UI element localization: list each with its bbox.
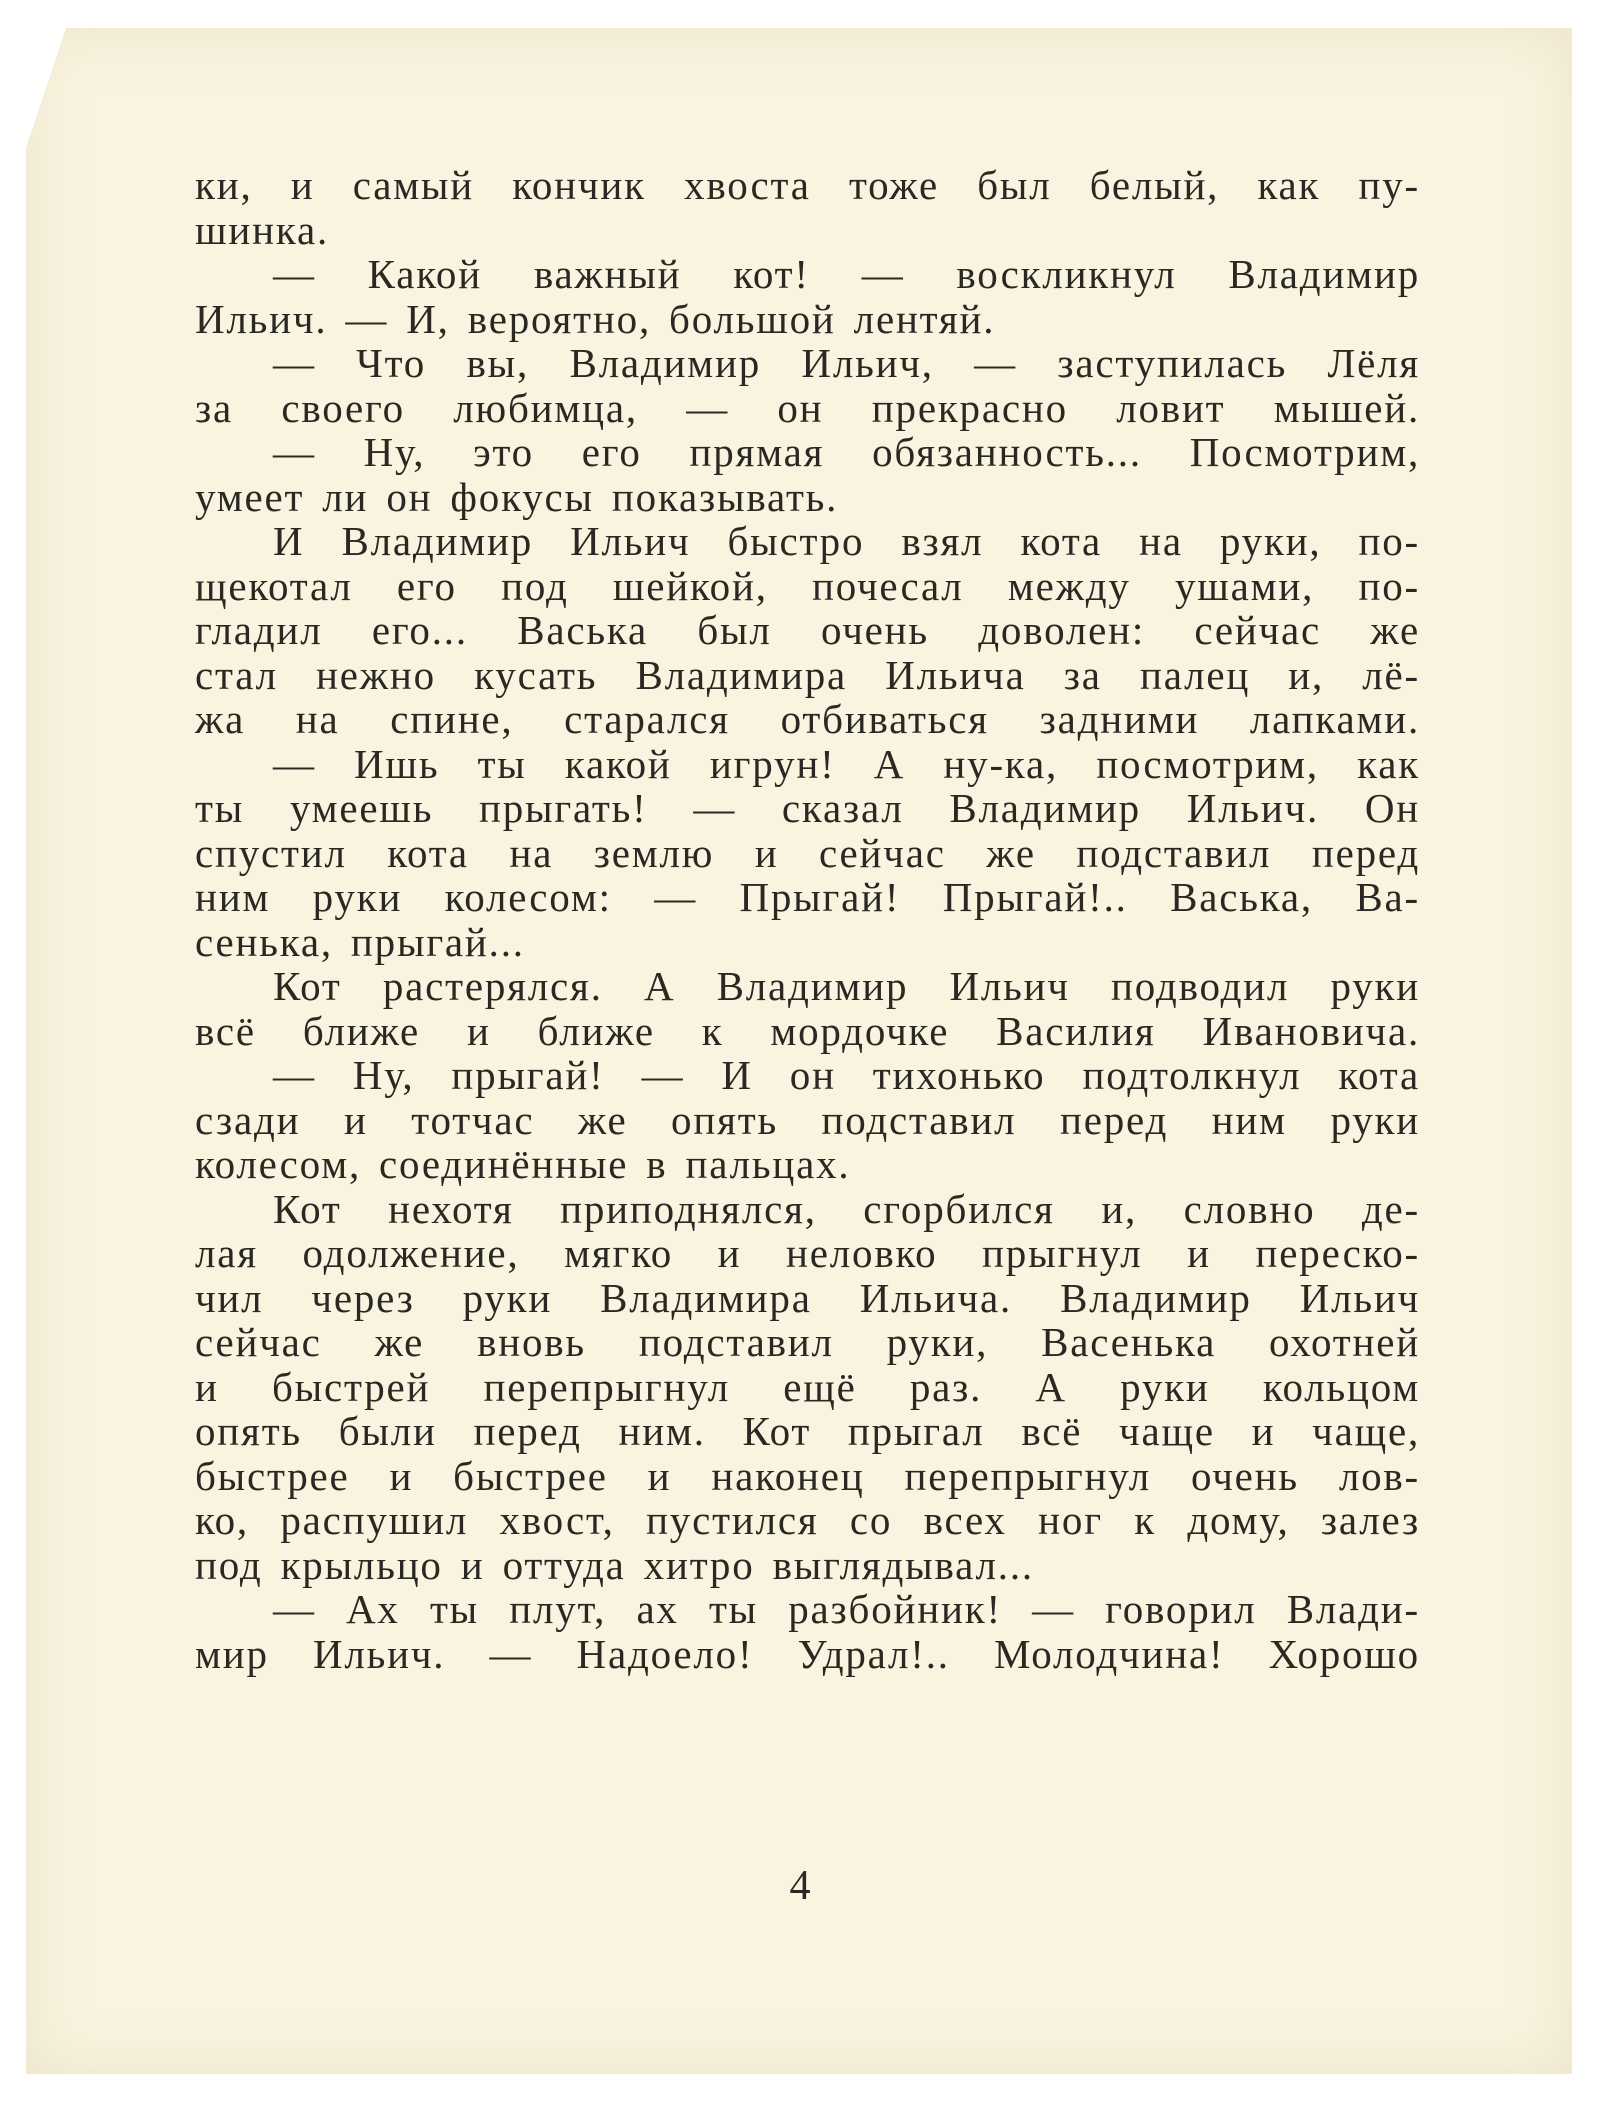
text-line: сенька, прыгай...: [195, 918, 525, 965]
text-line: И Владимир Ильич быстро взял кота на руки, по-: [273, 518, 1420, 564]
text-line: шинка.: [195, 206, 330, 253]
text-line: ки, и самый кончик хвоста тоже был белый, как пу-: [195, 162, 1420, 208]
text-line: ко, распушил хвост, пустился со всех ног к дому, залез: [195, 1497, 1420, 1543]
story-text: [195, 163, 1420, 1676]
text-line: всё ближе и ближе к мордочке Василия Ивановича.: [195, 1007, 1420, 1054]
text-line: щекотал его под шейкой, почесал между ушами, по-: [195, 562, 1420, 609]
text-line: — Ишь ты какой игрун! А ну-ка, посмотрим, как: [273, 740, 1420, 787]
text-line: ты умеешь прыгать! — сказал Владимир Ильич. Он: [195, 785, 1420, 831]
text-line: — Ну, прыгай! — И он тихонько подтолкнул кота: [273, 1052, 1420, 1098]
text-line: ним руки колесом: — Прыгай! Прыгай!.. Васька, Ва-: [195, 874, 1420, 920]
text-line: быстрее и быстрее и наконец перепрыгнул очень лов-: [195, 1452, 1420, 1499]
text-line: — Ну, это его прямая обязанность... Посмотрим,: [273, 429, 1420, 475]
page-number: 4: [789, 1863, 811, 1909]
text-line: сзади и тотчас же опять подставил перед ним руки: [195, 1096, 1420, 1143]
text-line: и быстрей перепрыгнул ещё раз. А руки кольцом: [195, 1363, 1420, 1410]
text-line: опять были перед ним. Кот прыгал всё чаще и чаще,: [195, 1408, 1420, 1454]
torn-corner: [26, 28, 66, 148]
text-line: — Какой важный кот! — воскликнул Владимир: [273, 251, 1420, 297]
text-line: — Ах ты плут, ах ты разбойник! — говорил Влади-: [273, 1586, 1420, 1632]
text-line: гладил его... Васька был очень доволен: сейчас же: [195, 607, 1420, 653]
text-line: Кот растерялся. А Владимир Ильич подводил руки: [273, 963, 1420, 1009]
text-line: за своего любимца, — он прекрасно ловит мышей.: [195, 384, 1420, 431]
text-line: стал нежно кусать Владимира Ильича за палец и, лё-: [195, 651, 1420, 698]
text-line: лая одолжение, мягко и неловко прыгнул и переско-: [195, 1230, 1420, 1276]
text-line: Кот нехотя приподнялся, сгорбился и, словно де-: [273, 1185, 1420, 1232]
text-line: спустил кота на землю и сейчас же подставил перед: [195, 829, 1420, 876]
text-line: Ильич. — И, вероятно, большой лентяй.: [195, 295, 996, 342]
text-line: под крыльцо и оттуда хитро выглядывал...: [195, 1541, 1034, 1588]
text-line: колесом, соединённые в пальцах.: [195, 1141, 851, 1187]
text-line: сейчас же вновь подставил руки, Васенька охотней: [195, 1319, 1420, 1365]
text-line: жа на спине, старался отбиваться задними лапками.: [195, 696, 1420, 742]
text-line: умеет ли он фокусы показывать.: [195, 473, 839, 520]
text-line: чил через руки Владимира Ильича. Владимир Ильич: [195, 1274, 1420, 1321]
text-line: мир Ильич. — Надоело! Удрал!.. Молодчина! Хорошо: [195, 1630, 1420, 1677]
text-line: — Что вы, Владимир Ильич, — заступилась Лёля: [273, 340, 1420, 386]
